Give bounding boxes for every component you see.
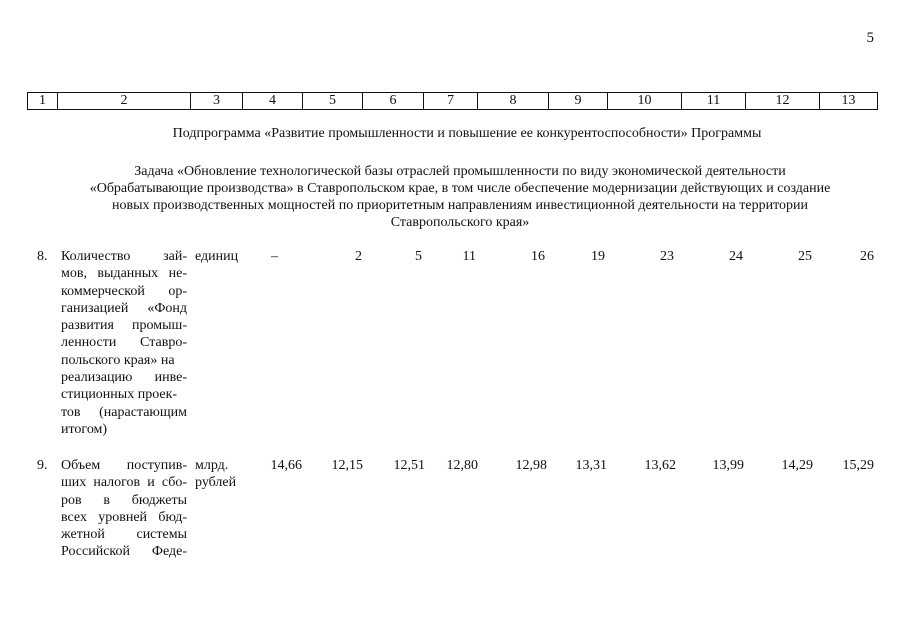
column-number-cell: 11 [682, 93, 746, 110]
value-cell: 11 [462, 249, 476, 264]
task-title-line: Задача «Обновление технологической базы отраслей промышленности по виду экономической деятельности [134, 164, 786, 179]
value-cell: 12,98 [515, 458, 547, 473]
unit-line: единиц [195, 249, 239, 264]
value-cell: 12,51 [393, 458, 425, 473]
value-cell: 2 [355, 249, 362, 264]
indicator-name-line: Российской Феде- [61, 544, 187, 560]
column-number-cell: 4 [243, 93, 303, 110]
indicator-name-line: реализацию инве- [61, 370, 187, 386]
indicator-name-line: жетной системы [61, 527, 187, 543]
unit-line: рублей [195, 475, 237, 491]
indicator-name [61, 457, 187, 561]
value-cell: 15,29 [842, 458, 874, 473]
column-number-cell: 1 [28, 93, 58, 110]
value-cell: 13,99 [712, 458, 744, 473]
value-cell: 25 [798, 249, 812, 264]
indicator-name-line: мов, выданных не- [61, 266, 187, 282]
task-title-line: Ставропольского края» [390, 215, 530, 230]
indicator-name-line: стиционных проек- [61, 387, 178, 403]
value-cell: – [271, 249, 278, 264]
indicator-name-line: всех уровней бюд- [61, 509, 187, 525]
indicator-name-line: ганизацией «Фонд [61, 300, 187, 316]
indicator-name-line: Количество зай- [61, 249, 187, 264]
column-number-cell: 7 [424, 93, 478, 110]
value-cell: 24 [729, 249, 743, 264]
value-cell: 13,31 [575, 458, 607, 473]
column-number-cell: 10 [608, 93, 682, 110]
column-number-header [27, 92, 878, 110]
indicator-name-line: ров в бюджеты [61, 492, 187, 508]
indicator-name-line: ших налогов и сбо- [61, 475, 187, 491]
indicator-name-line: Объем поступив- [61, 458, 187, 473]
value-cell: 14,66 [270, 458, 302, 473]
task-title-line: «Обрабатывающие производства» в Ставропольском крае, в том числе обеспечение модернизации действующих и создание [89, 181, 831, 196]
value-cell: 19 [591, 249, 605, 264]
column-number-cell: 13 [820, 93, 878, 110]
value-cell: 26 [860, 249, 874, 264]
indicator-name-line: польского края» на [61, 352, 175, 368]
value-cell: 23 [660, 249, 674, 264]
column-number-cell: 3 [191, 93, 243, 110]
row-number: 8. [37, 249, 48, 264]
value-cell: 12,80 [446, 458, 478, 473]
column-number-cell: 9 [549, 93, 608, 110]
value-cell: 14,29 [781, 458, 813, 473]
value-cell: 16 [531, 249, 545, 264]
indicator-name-line: развития промыш- [61, 318, 187, 334]
column-number-cell: 12 [746, 93, 820, 110]
unit-of-measure [195, 457, 255, 492]
indicator-name-line: коммерческой ор- [61, 283, 187, 299]
value-cell: 12,15 [331, 458, 363, 473]
task-title-line: новых производственных мощностей по приоритетным направлениям инвестиционной деятельности на территории [111, 198, 808, 213]
page-number: 5 [866, 30, 874, 46]
indicator-name-line: тов (нарастающим [61, 404, 187, 420]
indicator-name-line: ленности Ставро- [61, 335, 187, 351]
task-title [40, 163, 880, 231]
indicator-name [61, 248, 187, 438]
value-cell: 5 [415, 249, 422, 264]
unit-line: млрд. [195, 458, 229, 473]
column-number-cell: 6 [363, 93, 424, 110]
indicator-name-line: итогом) [61, 421, 108, 437]
row-number: 9. [37, 458, 48, 473]
column-number-cell: 5 [303, 93, 363, 110]
subprogram-title: Подпрограмма «Развитие промышленности и повышение ее конкурентоспособности» Программы [172, 126, 762, 141]
column-number-cell: 8 [478, 93, 549, 110]
value-cell: 13,62 [644, 458, 676, 473]
column-number-cell: 2 [58, 93, 191, 110]
